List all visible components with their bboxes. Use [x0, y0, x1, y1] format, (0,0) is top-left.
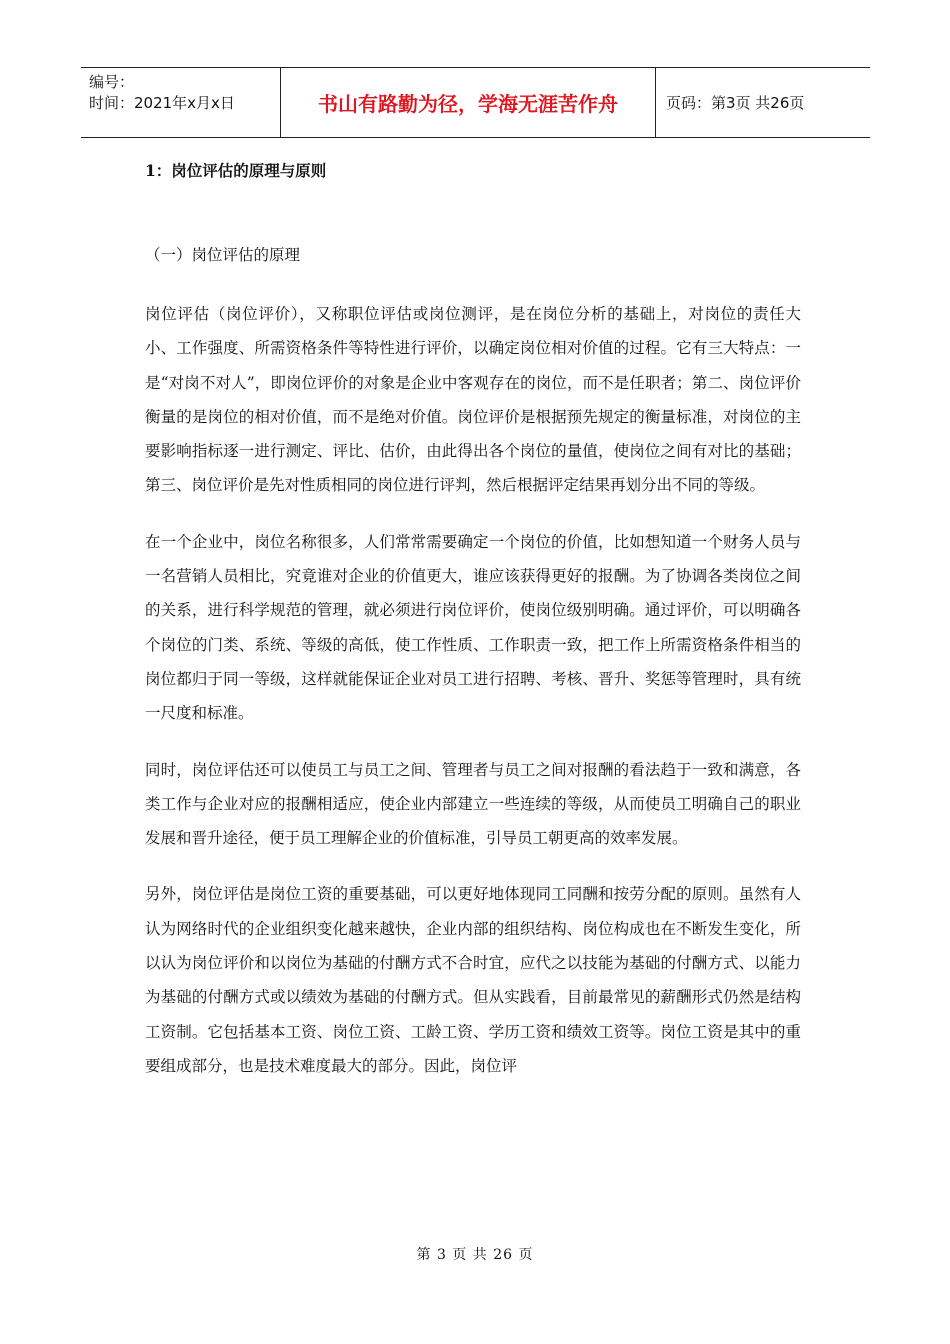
header-page-info: 页码：第3页 共26页: [666, 94, 805, 112]
subsection-title: （一）岗位评估的原理: [145, 246, 301, 264]
number-label: 编号：: [89, 73, 135, 91]
paragraph: 同时，岗位评估还可以使员工与员工之间、管理者与员工之间对报酬的看法趋于一致和满意，各类工作与企业对应的报酬相适应，使企业内部建立一些连续的等级，从而使员工明确自己的职业发展和晋升途径，便于员工理解企业的价值标准，引导员工朝更高的效率发展。: [145, 760, 801, 848]
page-header: [81, 67, 870, 138]
paragraph: 另外，岗位评估是岗位工资的重要基础，可以更好地体现同工同酬和按劳分配的原则。虽然有人认为网络时代的企业组织变化越来越快，企业内部的组织结构、岗位构成也在不断发生变化，所以认为岗位评价和以岗位为基础的付酬方式不合时宜，应代之以技能为基础的付酬方式、以能力为基础的付酬方式或以绩效为基础的付酬方式。但从实践看，目前最常见的薪酬形式仍然是结构工资制。它包括基本工资、岗位工资、工龄工资、学历工资和绩效工资等。岗位工资是其中的重要组成部分，也是技术难度最大的部分。因此，岗位评: [145, 885, 801, 1075]
document-body: [145, 150, 801, 1083]
paragraph: 在一个企业中，岗位名称很多，人们常常需要确定一个岗位的价值，比如想知道一个财务人员与一名营销人员相比，究竟谁对企业的价值更大，谁应该获得更好的报酬。为了协调各类岗位之间的关系，进行科学规范的管理，就必须进行岗位评价，使岗位级别明确。通过评价，可以明确各个岗位的门类、系统、等级的高低，使工作性质、工作职责一致，把工作上所需资格条件相当的岗位都归于同一等级，这样就能保证企业对员工进行招聘、考核、晋升、奖惩等管理时，具有统一尺度和标准。: [145, 532, 801, 723]
time-label: 时间：2021年x月x日: [89, 94, 235, 112]
page-footer: 第 3 页 共 26 页: [416, 1247, 534, 1263]
paragraph: 岗位评估（岗位评价），又称职位评估或岗位测评，是在岗位分析的基础上，对岗位的责任大小、工作强度、所需资格条件等特性进行评价，以确定岗位相对价值的过程。它有三大特点：一是“对岗不对人”，即岗位评价的对象是企业中客观存在的岗位，而不是任职者；第二、岗位评价衡量的是岗位的相对价值，而不是绝对价值。岗位评价是根据预先规定的衡量标准，对岗位的主要影响指标逐一进行测定、评比、估价，由此得出各个岗位的量值，使岗位之间有对比的基础；第三、岗位评价是先对性质相同的岗位进行评判，然后根据评定结果再划分出不同的等级。: [145, 305, 801, 495]
header-meta: [81, 68, 281, 137]
section-title: 1：岗位评估的原理与原则: [145, 161, 327, 180]
header-motto: 书山有路勤为径，学海无涯苦作舟: [281, 68, 656, 137]
